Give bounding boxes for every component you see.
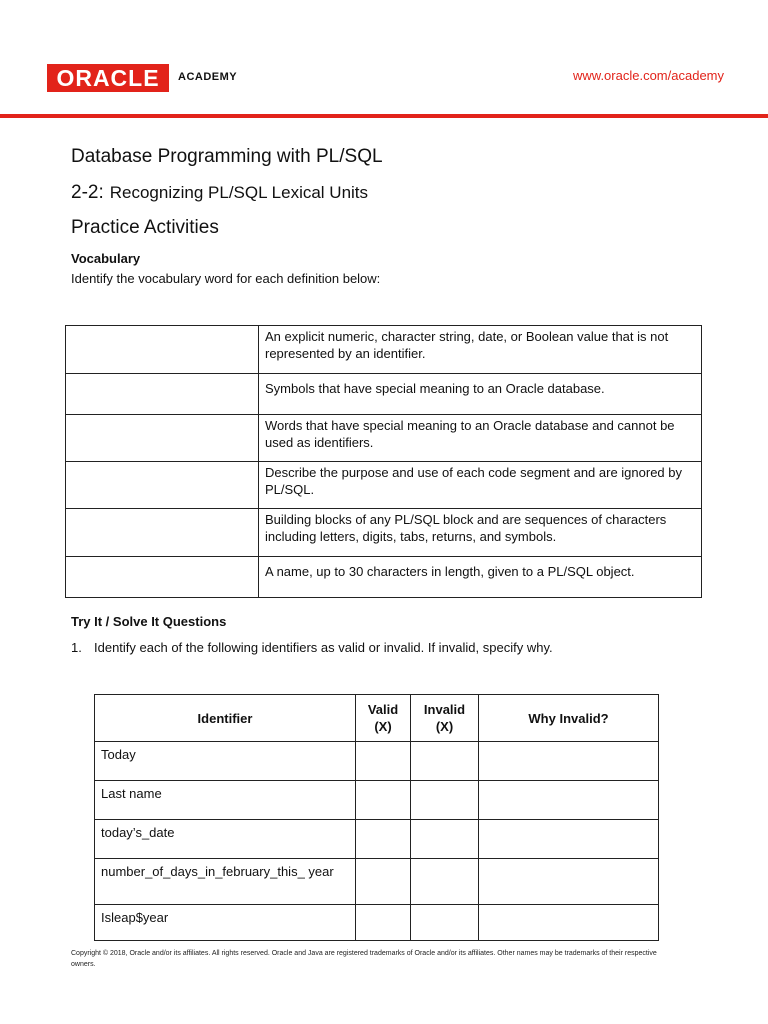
why-invalid-cell[interactable]: [479, 781, 659, 820]
valid-cell[interactable]: [356, 781, 411, 820]
identifier-cell: Last name: [95, 781, 356, 820]
invalid-header-line2: (X): [435, 719, 454, 734]
vocabulary-answer-cell[interactable]: [66, 462, 259, 509]
lesson-number: 2-2:: [71, 182, 104, 203]
vocabulary-definition: Describe the purpose and use of each code segment and are ignored by PL/SQL.: [259, 462, 702, 509]
identifier-table-header: [95, 695, 659, 742]
copyright-notice: Copyright © 2018, Oracle and/or its affiliates. All rights reserved. Oracle and Java are registered trademarks of Oracle and/or its affiliates. Other names may be trademarks of their respective owners.: [71, 950, 657, 968]
vocabulary-definition: Words that have special meaning to an Oracle database and cannot be used as identifiers.: [259, 415, 702, 462]
lesson-title: Recognizing PL/SQL Lexical Units: [109, 183, 369, 202]
vocabulary-definition: A name, up to 30 characters in length, given to a PL/SQL object.: [259, 557, 702, 598]
invalid-cell[interactable]: [411, 859, 479, 905]
vocabulary-row: [66, 415, 702, 462]
why-invalid-cell[interactable]: [479, 742, 659, 781]
vocabulary-answer-cell[interactable]: [66, 509, 259, 557]
column-header-invalid: [411, 695, 479, 742]
invalid-header-line1: Invalid: [423, 702, 466, 717]
vocabulary-answer-cell[interactable]: [66, 374, 259, 415]
table-row: [95, 859, 659, 905]
identifier-cell: Isleap$year: [95, 905, 356, 941]
header-divider: [0, 114, 768, 118]
course-title: Database Programming with PL/SQL: [71, 146, 383, 167]
lesson-heading: [71, 182, 368, 204]
invalid-cell[interactable]: [411, 905, 479, 941]
why-invalid-cell[interactable]: [479, 905, 659, 941]
question-number: 1.: [71, 640, 82, 655]
invalid-cell[interactable]: [411, 781, 479, 820]
vocabulary-row: [66, 557, 702, 598]
vocabulary-answer-cell[interactable]: [66, 326, 259, 374]
identifier-cell: number_of_days_in_february_this_ year: [95, 859, 356, 905]
valid-header-line1: Valid: [367, 702, 399, 717]
invalid-cell[interactable]: [411, 742, 479, 781]
vocabulary-row: [66, 326, 702, 374]
column-header-why-invalid: Why Invalid?: [479, 695, 659, 742]
oracle-logo: ORACLE: [47, 64, 169, 92]
identifier-cell: Today: [95, 742, 356, 781]
vocabulary-row: [66, 374, 702, 415]
academy-label: ACADEMY: [178, 71, 238, 83]
table-row: [95, 820, 659, 859]
table-row: [95, 781, 659, 820]
valid-header-line2: (X): [374, 719, 392, 734]
why-invalid-cell[interactable]: [479, 859, 659, 905]
valid-cell[interactable]: [356, 742, 411, 781]
page-header: [0, 0, 768, 120]
vocabulary-table: [65, 325, 702, 598]
valid-cell[interactable]: [356, 820, 411, 859]
table-row: [95, 905, 659, 941]
vocabulary-answer-cell[interactable]: [66, 415, 259, 462]
vocabulary-definition: Symbols that have special meaning to an Oracle database.: [259, 374, 702, 415]
column-header-valid: [356, 695, 411, 742]
vocabulary-heading: Vocabulary: [71, 251, 141, 266]
why-invalid-cell[interactable]: [479, 820, 659, 859]
identifier-table: [94, 694, 659, 941]
valid-cell[interactable]: [356, 859, 411, 905]
try-it-heading: Try It / Solve It Questions: [71, 614, 227, 629]
column-header-identifier: Identifier: [95, 695, 356, 742]
vocabulary-instruction: Identify the vocabulary word for each definition below:: [71, 271, 381, 286]
vocabulary-row: [66, 509, 702, 557]
vocabulary-answer-cell[interactable]: [66, 557, 259, 598]
section-title: Practice Activities: [71, 217, 219, 238]
valid-cell[interactable]: [356, 905, 411, 941]
vocabulary-row: [66, 462, 702, 509]
table-row: [95, 742, 659, 781]
invalid-cell[interactable]: [411, 820, 479, 859]
vocabulary-definition: An explicit numeric, character string, date, or Boolean value that is not represented by an identifier.: [259, 326, 702, 374]
question-text: Identify each of the following identifiers as valid or invalid. If invalid, specify why.: [94, 640, 553, 655]
vocabulary-definition: Building blocks of any PL/SQL block and are sequences of characters including letters, digits, tabs, returns, and symbols.: [259, 509, 702, 557]
academy-website-link[interactable]: www.oracle.com/academy: [573, 68, 724, 83]
identifier-cell: today’s_date: [95, 820, 356, 859]
question-1: [71, 640, 553, 655]
